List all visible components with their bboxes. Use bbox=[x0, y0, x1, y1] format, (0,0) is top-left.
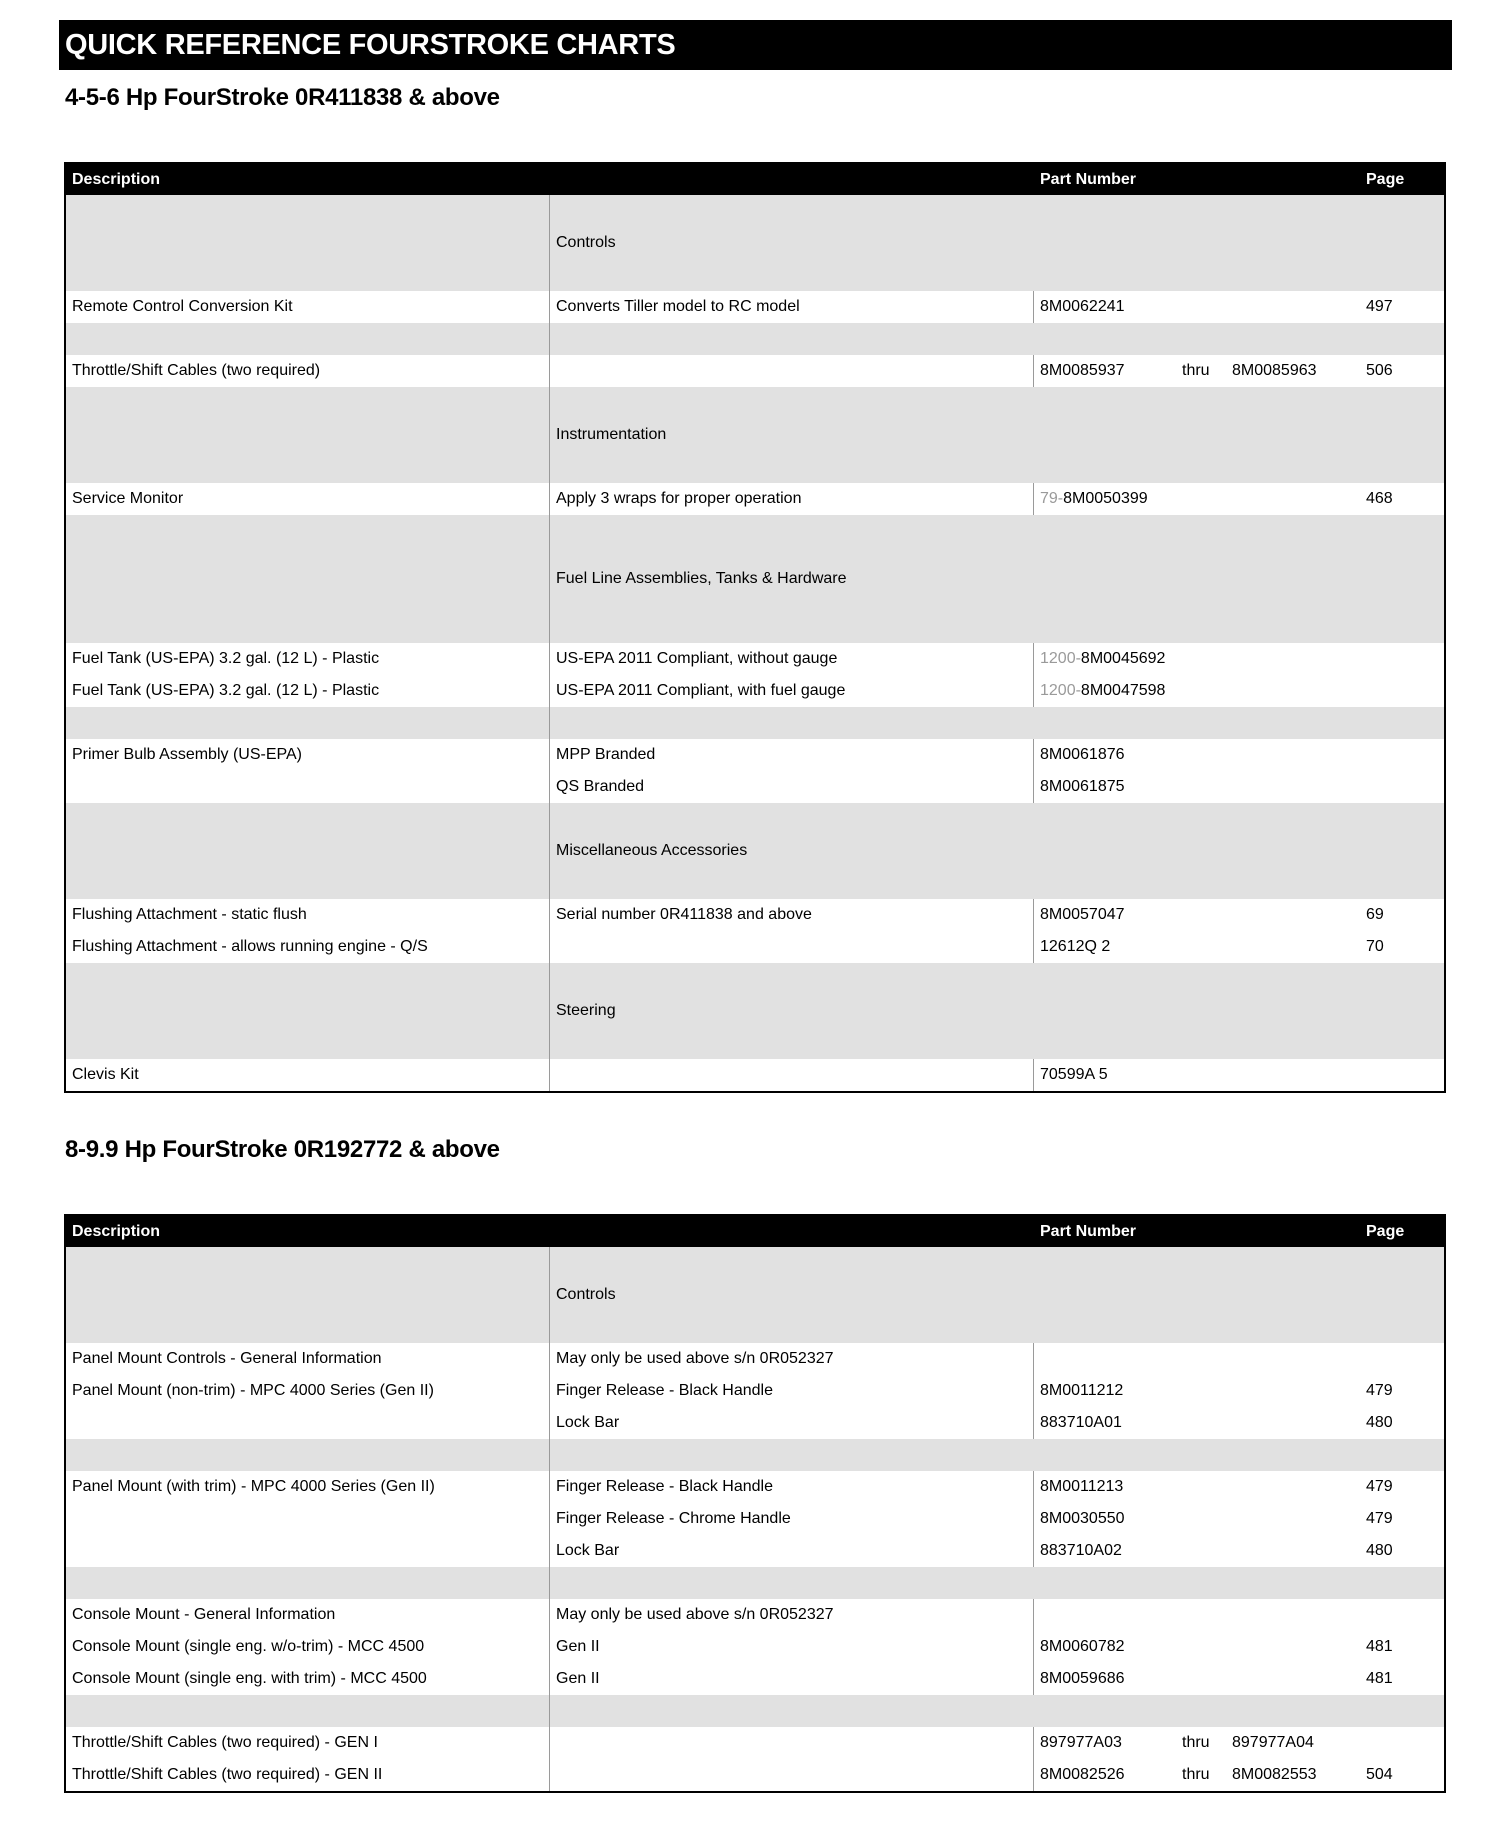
table-header bbox=[66, 1216, 1444, 1247]
part-prefix: 79- bbox=[1040, 490, 1064, 507]
table-header bbox=[66, 164, 1444, 195]
item-description bbox=[66, 1503, 550, 1535]
part-number-cell bbox=[1034, 1343, 1176, 1375]
page-number: 497 bbox=[1366, 298, 1393, 315]
part-number-cell bbox=[1034, 1407, 1176, 1439]
spacer-row bbox=[66, 1567, 1444, 1599]
part-number-cell bbox=[1034, 1631, 1176, 1663]
part-number: 8M0057047 bbox=[1040, 906, 1125, 923]
header-spacer bbox=[550, 164, 1034, 195]
item-note: MPP Branded bbox=[550, 739, 1034, 771]
page-number: 69 bbox=[1366, 906, 1384, 923]
thru-label bbox=[1176, 675, 1226, 707]
empty-cell bbox=[66, 707, 550, 739]
item-note: QS Branded bbox=[550, 771, 1034, 803]
part-number-end bbox=[1226, 675, 1360, 707]
empty-cell bbox=[66, 323, 550, 355]
empty-cell bbox=[1034, 803, 1176, 899]
item-description: Throttle/Shift Cables (two required) - GEN II bbox=[66, 1759, 550, 1791]
thru-label: thru bbox=[1182, 1734, 1210, 1751]
header-spacer bbox=[1226, 164, 1360, 195]
part-number-cell bbox=[1034, 1663, 1176, 1695]
part-number-end bbox=[1226, 899, 1360, 931]
part-number: 8M0050399 bbox=[1063, 490, 1148, 507]
item-description: Throttle/Shift Cables (two required) bbox=[66, 355, 550, 387]
item-note: Gen II bbox=[550, 1663, 1034, 1695]
part-number-cell bbox=[1034, 931, 1176, 963]
table-row bbox=[66, 899, 1444, 931]
part-number-cell bbox=[1034, 739, 1176, 771]
empty-cell bbox=[66, 1695, 550, 1727]
table-row bbox=[66, 643, 1444, 675]
part-number-cell bbox=[1034, 643, 1176, 675]
item-description: Panel Mount (non-trim) - MPC 4000 Series (Gen II) bbox=[66, 1375, 550, 1407]
empty-cell bbox=[1360, 963, 1444, 1059]
page-number: 479 bbox=[1366, 1478, 1393, 1495]
empty-cell bbox=[1176, 1247, 1226, 1343]
empty-cell bbox=[1360, 803, 1444, 899]
page-number: 480 bbox=[1366, 1414, 1393, 1431]
item-note: Lock Bar bbox=[550, 1407, 1034, 1439]
item-description bbox=[66, 1407, 550, 1439]
empty-cell bbox=[66, 803, 550, 899]
item-description bbox=[66, 771, 550, 803]
thru-label bbox=[1176, 291, 1226, 323]
empty-cell bbox=[1034, 195, 1176, 291]
empty-cell bbox=[1226, 963, 1360, 1059]
thru-label bbox=[1176, 1407, 1226, 1439]
part-number-end bbox=[1226, 931, 1360, 963]
part-number-end bbox=[1226, 291, 1360, 323]
page-number: 481 bbox=[1366, 1670, 1393, 1687]
table-row bbox=[66, 483, 1444, 515]
header-part-number: Part Number bbox=[1040, 1222, 1137, 1240]
part-number-cell bbox=[1034, 675, 1176, 707]
part-number: 883710A02 bbox=[1040, 1542, 1122, 1559]
item-description: Throttle/Shift Cables (two required) - GEN I bbox=[66, 1727, 550, 1759]
thru-label bbox=[1176, 1471, 1226, 1503]
part-number-cell bbox=[1034, 1375, 1176, 1407]
table-row bbox=[66, 1375, 1444, 1407]
table-row bbox=[66, 1535, 1444, 1567]
header-spacer bbox=[1176, 1216, 1226, 1247]
page-number bbox=[1360, 675, 1444, 707]
page-number bbox=[1360, 643, 1444, 675]
part-prefix: 1200- bbox=[1040, 682, 1081, 699]
item-description: Console Mount (single eng. with trim) - MCC 4500 bbox=[66, 1663, 550, 1695]
item-description: Primer Bulb Assembly (US-EPA) bbox=[66, 739, 550, 771]
part-number-end bbox=[1226, 1407, 1360, 1439]
part-number-end bbox=[1226, 1663, 1360, 1695]
spacer-row bbox=[66, 707, 1444, 739]
thru-label bbox=[1176, 483, 1226, 515]
table-row bbox=[66, 739, 1444, 771]
table-row bbox=[66, 355, 1444, 387]
category-label: Controls bbox=[556, 234, 616, 251]
part-number-cell bbox=[1034, 291, 1176, 323]
part-number-cell bbox=[1034, 1503, 1176, 1535]
item-note: US-EPA 2011 Compliant, with fuel gauge bbox=[550, 675, 1034, 707]
part-number-cell bbox=[1034, 1535, 1176, 1567]
empty-cell bbox=[1034, 963, 1176, 1059]
header-spacer bbox=[550, 1216, 1034, 1247]
page-number bbox=[1360, 1059, 1444, 1091]
empty-cell bbox=[1360, 515, 1444, 643]
part-number: 8M0060782 bbox=[1040, 1638, 1125, 1655]
item-note: Gen II bbox=[550, 1631, 1034, 1663]
item-description: Remote Control Conversion Kit bbox=[66, 291, 550, 323]
item-note bbox=[550, 355, 1034, 387]
part-number-cell bbox=[1034, 1059, 1176, 1091]
part-number-cell bbox=[1034, 1759, 1176, 1791]
thru-label: thru bbox=[1182, 1766, 1210, 1783]
item-description: Flushing Attachment - static flush bbox=[66, 899, 550, 931]
thru-label bbox=[1176, 1535, 1226, 1567]
part-number-cell bbox=[1034, 1599, 1176, 1631]
part-number-end bbox=[1226, 1471, 1360, 1503]
header-spacer bbox=[1226, 1216, 1360, 1247]
header-part-number: Part Number bbox=[1040, 170, 1137, 188]
item-note: Apply 3 wraps for proper operation bbox=[550, 483, 1034, 515]
thru-label bbox=[1176, 1599, 1226, 1631]
part-number: 8M0082526 bbox=[1040, 1766, 1125, 1783]
thru-label bbox=[1176, 1343, 1226, 1375]
empty-cell bbox=[1226, 1247, 1360, 1343]
part-number-end bbox=[1226, 771, 1360, 803]
category-label: Controls bbox=[556, 1286, 616, 1303]
part-number-end bbox=[1226, 1343, 1360, 1375]
category-label: Miscellaneous Accessories bbox=[556, 842, 748, 859]
part-number-cell bbox=[1034, 1727, 1176, 1759]
parts-chart-8-9.9hp bbox=[64, 1214, 1446, 1793]
page-banner: QUICK REFERENCE FOURSTROKE CHARTS bbox=[59, 20, 1452, 70]
part-number: 897977A03 bbox=[1040, 1734, 1122, 1751]
part-number-cell bbox=[1034, 355, 1176, 387]
empty-cell bbox=[1360, 195, 1444, 291]
part-number: 8M0047598 bbox=[1080, 682, 1166, 699]
category-row bbox=[66, 963, 1444, 1059]
empty-cell bbox=[1226, 803, 1360, 899]
part-number-cell bbox=[1034, 771, 1176, 803]
item-note: Serial number 0R411838 and above bbox=[550, 899, 1034, 931]
part-number-cell bbox=[1034, 1471, 1176, 1503]
table-row bbox=[66, 1471, 1444, 1503]
category-row bbox=[66, 195, 1444, 291]
item-description: Clevis Kit bbox=[66, 1059, 550, 1091]
empty-cell bbox=[66, 515, 550, 643]
item-description bbox=[66, 1535, 550, 1567]
category-label: Fuel Line Assemblies, Tanks & Hardware bbox=[556, 570, 847, 587]
thru-label bbox=[1176, 1631, 1226, 1663]
part-number: 8M0059686 bbox=[1040, 1670, 1125, 1687]
empty-cell bbox=[1176, 963, 1226, 1059]
empty-cell bbox=[1176, 515, 1226, 643]
part-number: 8M0011212 bbox=[1040, 1382, 1124, 1399]
table-row bbox=[66, 931, 1444, 963]
part-number-end bbox=[1226, 643, 1360, 675]
empty-cell bbox=[1176, 803, 1226, 899]
empty-cell bbox=[1034, 387, 1176, 483]
category-row bbox=[66, 387, 1444, 483]
item-note: May only be used above s/n 0R052327 bbox=[550, 1343, 1034, 1375]
table-row bbox=[66, 291, 1444, 323]
part-number: 8M0011213 bbox=[1040, 1478, 1124, 1495]
thru-label bbox=[1176, 771, 1226, 803]
spacer-row bbox=[66, 323, 1444, 355]
item-description: Fuel Tank (US-EPA) 3.2 gal. (12 L) - Plastic bbox=[66, 675, 550, 707]
part-number-cell bbox=[1034, 899, 1176, 931]
empty-cell bbox=[66, 1567, 550, 1599]
item-description: Panel Mount Controls - General Information bbox=[66, 1343, 550, 1375]
thru-label bbox=[1176, 1059, 1226, 1091]
page-number bbox=[1360, 1727, 1444, 1759]
part-number-end: 897977A04 bbox=[1232, 1734, 1314, 1751]
item-note: Finger Release - Chrome Handle bbox=[550, 1503, 1034, 1535]
part-number-end bbox=[1226, 1375, 1360, 1407]
table-row bbox=[66, 1059, 1444, 1091]
item-note: Finger Release - Black Handle bbox=[550, 1375, 1034, 1407]
part-number-end bbox=[1226, 1503, 1360, 1535]
page-number: 70 bbox=[1366, 938, 1384, 955]
part-number: 8M0062241 bbox=[1040, 298, 1125, 315]
empty-cell bbox=[66, 195, 550, 291]
header-description: Description bbox=[72, 1222, 161, 1240]
part-number-end bbox=[1226, 1631, 1360, 1663]
header-description: Description bbox=[72, 170, 161, 188]
table-row bbox=[66, 1503, 1444, 1535]
part-number-end: 8M0082553 bbox=[1232, 1766, 1317, 1783]
part-number: 12612Q 2 bbox=[1040, 938, 1111, 955]
page-number: 506 bbox=[1366, 362, 1393, 379]
empty-cell bbox=[1226, 515, 1360, 643]
part-number-end bbox=[1226, 1059, 1360, 1091]
item-note: Lock Bar bbox=[550, 1535, 1034, 1567]
page-number: 479 bbox=[1366, 1382, 1393, 1399]
category-row bbox=[66, 803, 1444, 899]
item-description: Panel Mount (with trim) - MPC 4000 Series (Gen II) bbox=[66, 1471, 550, 1503]
item-note: May only be used above s/n 0R052327 bbox=[550, 1599, 1034, 1631]
empty-cell bbox=[1176, 195, 1226, 291]
empty-cell bbox=[66, 1247, 550, 1343]
page-number bbox=[1360, 739, 1444, 771]
category-row bbox=[66, 1247, 1444, 1343]
table-row bbox=[66, 1407, 1444, 1439]
item-note: Finger Release - Black Handle bbox=[550, 1471, 1034, 1503]
section-title: 8-9.9 Hp FourStroke 0R192772 & above bbox=[65, 1136, 500, 1163]
page-number: 504 bbox=[1366, 1766, 1393, 1783]
empty-cell bbox=[1176, 387, 1226, 483]
table-row bbox=[66, 1599, 1444, 1631]
empty-cell bbox=[1360, 387, 1444, 483]
thru-label bbox=[1176, 931, 1226, 963]
part-number: 8M0085937 bbox=[1040, 362, 1125, 379]
part-number-end: 8M0085963 bbox=[1232, 362, 1317, 379]
part-number-cell bbox=[1034, 483, 1176, 515]
category-row bbox=[66, 515, 1444, 643]
part-number: 883710A01 bbox=[1040, 1414, 1122, 1431]
empty-cell bbox=[1034, 515, 1176, 643]
empty-cell bbox=[1226, 387, 1360, 483]
part-number-end bbox=[1226, 739, 1360, 771]
page-number bbox=[1360, 771, 1444, 803]
item-description: Console Mount - General Information bbox=[66, 1599, 550, 1631]
thru-label bbox=[1176, 1663, 1226, 1695]
category-label: Instrumentation bbox=[556, 426, 667, 443]
item-description: Fuel Tank (US-EPA) 3.2 gal. (12 L) - Plastic bbox=[66, 643, 550, 675]
part-prefix: 1200- bbox=[1040, 650, 1081, 667]
item-description: Console Mount (single eng. w/o-trim) - MCC 4500 bbox=[66, 1631, 550, 1663]
table-row bbox=[66, 675, 1444, 707]
page-number bbox=[1360, 1599, 1444, 1631]
table-row bbox=[66, 1343, 1444, 1375]
part-number-end bbox=[1226, 1535, 1360, 1567]
item-description: Service Monitor bbox=[66, 483, 550, 515]
header-page: Page bbox=[1366, 1222, 1405, 1240]
parts-chart-4-5-6hp bbox=[64, 162, 1446, 1093]
spacer-row bbox=[66, 1695, 1444, 1727]
empty-cell bbox=[66, 963, 550, 1059]
part-number: 70599A 5 bbox=[1040, 1066, 1108, 1083]
section-title: 4-5-6 Hp FourStroke 0R411838 & above bbox=[65, 84, 500, 111]
item-note bbox=[550, 1759, 1034, 1791]
item-note: Converts Tiller model to RC model bbox=[550, 291, 1034, 323]
table-row bbox=[66, 1727, 1444, 1759]
page-number: 479 bbox=[1366, 1510, 1393, 1527]
empty-cell bbox=[1226, 195, 1360, 291]
part-number: 8M0061876 bbox=[1040, 746, 1125, 763]
thru-label bbox=[1176, 1503, 1226, 1535]
part-number: 8M0045692 bbox=[1080, 650, 1166, 667]
item-note: US-EPA 2011 Compliant, without gauge bbox=[550, 643, 1034, 675]
thru-label bbox=[1176, 643, 1226, 675]
part-number: 8M0061875 bbox=[1040, 778, 1125, 795]
page-number: 480 bbox=[1366, 1542, 1393, 1559]
table-row bbox=[66, 1759, 1444, 1791]
spacer-row bbox=[66, 1439, 1444, 1471]
page-number: 468 bbox=[1366, 490, 1393, 507]
header-spacer bbox=[1176, 164, 1226, 195]
thru-label bbox=[1176, 899, 1226, 931]
item-description: Flushing Attachment - allows running engine - Q/S bbox=[66, 931, 550, 963]
table-row bbox=[66, 771, 1444, 803]
header-page: Page bbox=[1366, 170, 1405, 188]
item-note bbox=[550, 931, 1034, 963]
table-row bbox=[66, 1631, 1444, 1663]
table-row bbox=[66, 1663, 1444, 1695]
item-note bbox=[550, 1059, 1034, 1091]
thru-label bbox=[1176, 1375, 1226, 1407]
part-number-end bbox=[1226, 483, 1360, 515]
empty-cell bbox=[1360, 1247, 1444, 1343]
thru-label bbox=[1176, 739, 1226, 771]
thru-label: thru bbox=[1182, 362, 1210, 379]
empty-cell bbox=[66, 1439, 550, 1471]
part-number: 8M0030550 bbox=[1040, 1510, 1125, 1527]
page-number: 481 bbox=[1366, 1638, 1393, 1655]
part-number-end bbox=[1226, 1599, 1360, 1631]
empty-cell bbox=[1034, 1247, 1176, 1343]
empty-cell bbox=[66, 387, 550, 483]
category-label: Steering bbox=[556, 1002, 616, 1019]
page-number bbox=[1360, 1343, 1444, 1375]
item-note bbox=[550, 1727, 1034, 1759]
